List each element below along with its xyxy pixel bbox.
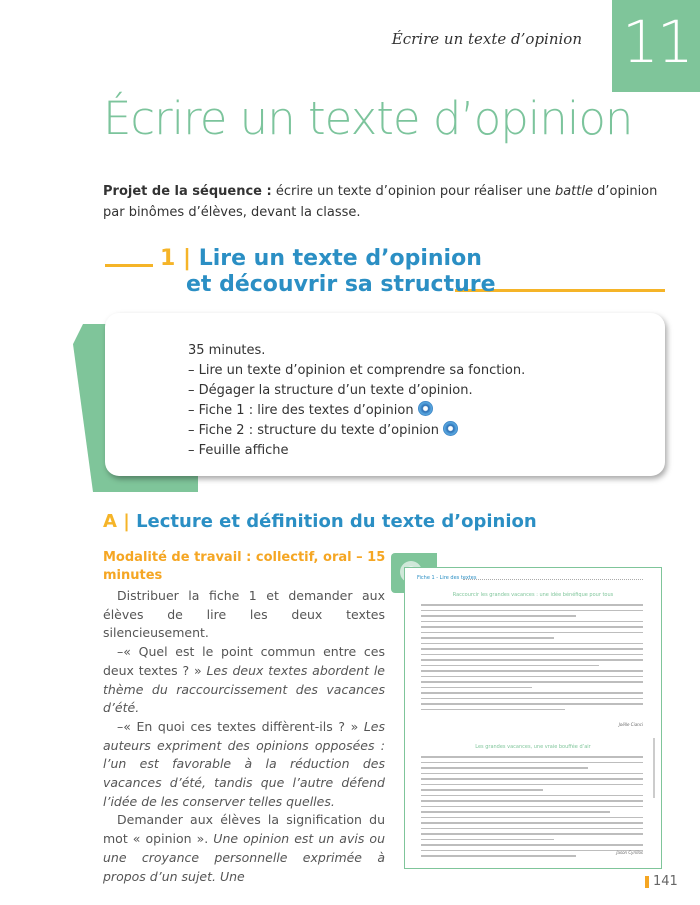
- page-title: Écrire un texte d’opinion: [103, 92, 633, 145]
- page-number-bar: [645, 876, 649, 888]
- info-materiel-1: – Fiche 1 : lire des textes d’opinion: [188, 401, 525, 421]
- chapter-number: 11: [622, 8, 692, 76]
- label-materiel: Matériel: [131, 404, 176, 417]
- fiche-header-rule: [463, 579, 643, 580]
- section-1-number: 1 |: [160, 246, 192, 271]
- section-a-letter: A |: [103, 511, 130, 532]
- projet-text-before: écrire un texte d’opinion pour réaliser une: [271, 184, 555, 199]
- body-text: [103, 587, 385, 886]
- projet-italic: battle: [554, 184, 593, 199]
- fiche-text-1: [421, 604, 643, 714]
- body-paragraph-3: Demander aux élèves la signification du mot « opinion ». Une opinion est un avis ou une croyance personnelle exprimée à propos d’un sujet. Une: [103, 812, 385, 884]
- label-objectifs: Objectifs: [127, 364, 176, 377]
- label-empty: [108, 381, 176, 401]
- fiche-header: Fiche 1 - Lire des textes: [417, 575, 477, 581]
- fiche-side-note: [653, 738, 655, 798]
- info-values: [188, 341, 525, 461]
- info-materiel-3: – Feuille affiche: [188, 443, 289, 458]
- label-empty: [108, 421, 176, 441]
- page-number: 141: [653, 874, 678, 889]
- fiche-signature-2: Jason Cyrillos: [616, 850, 643, 855]
- cd-icon[interactable]: [418, 401, 433, 416]
- running-title: Écrire un texte d’opinion: [391, 30, 582, 48]
- body-question-2: –« En quoi ces textes diffèrent-ils ? » Les auteurs expriment des opinions opposées : l’un est favorable à la réduction des vacances d’été, tandis que l’autre défend l’idée de les conserver telles quelles.: [103, 718, 385, 809]
- label-duree: Durée: [142, 344, 176, 357]
- projet-paragraph: [103, 181, 663, 223]
- body-question-1: –« Quel est le point commun entre ces deux textes ? » Les deux textes abordent le thème du raccourcissement des vacances d’été.: [103, 644, 385, 716]
- chapter-tab: [612, 0, 700, 92]
- cd-icon[interactable]: [443, 421, 458, 436]
- section-rule-left: [105, 264, 153, 267]
- fiche-thumbnail[interactable]: [404, 567, 662, 869]
- fiche-signature-1: Joëlle Cianci: [618, 722, 643, 727]
- modalite-heading: Modalité de travail : collectif, oral – 15 minutes: [103, 550, 386, 583]
- section-1-line2: et découvrir sa structure: [186, 272, 496, 297]
- projet-label: Projet de la séquence :: [103, 184, 272, 199]
- projet-text-after: d’opinion par binômes d’élèves, devant la classe.: [103, 184, 658, 220]
- fiche-text-2: [421, 756, 643, 861]
- info-duree: 35 minutes.: [188, 343, 266, 358]
- fiche-title-1: Raccourcir les grandes vacances : une idée bénéfique pour tous: [452, 592, 614, 598]
- body-paragraph-1: Distribuer la fiche 1 et demander aux élèves de lire les deux textes silencieusement.: [103, 588, 385, 641]
- section-1-line1: Lire un texte d’opinion: [198, 246, 482, 271]
- section-a-heading: [103, 511, 537, 532]
- fiche-title-2: Les grandes vacances, une vraie bouffée d’air: [475, 744, 591, 750]
- info-objectif-2: – Dégager la structure d’un texte d’opinion.: [188, 383, 473, 398]
- info-labels: [108, 341, 176, 461]
- info-materiel-2: – Fiche 2 : structure du texte d’opinion: [188, 421, 525, 441]
- label-empty: [108, 441, 176, 461]
- section-a-title: Lecture et définition du texte d’opinion: [136, 511, 537, 532]
- section-1-heading: [160, 246, 496, 298]
- info-objectif-1: – Lire un texte d’opinion et comprendre sa fonction.: [188, 363, 526, 378]
